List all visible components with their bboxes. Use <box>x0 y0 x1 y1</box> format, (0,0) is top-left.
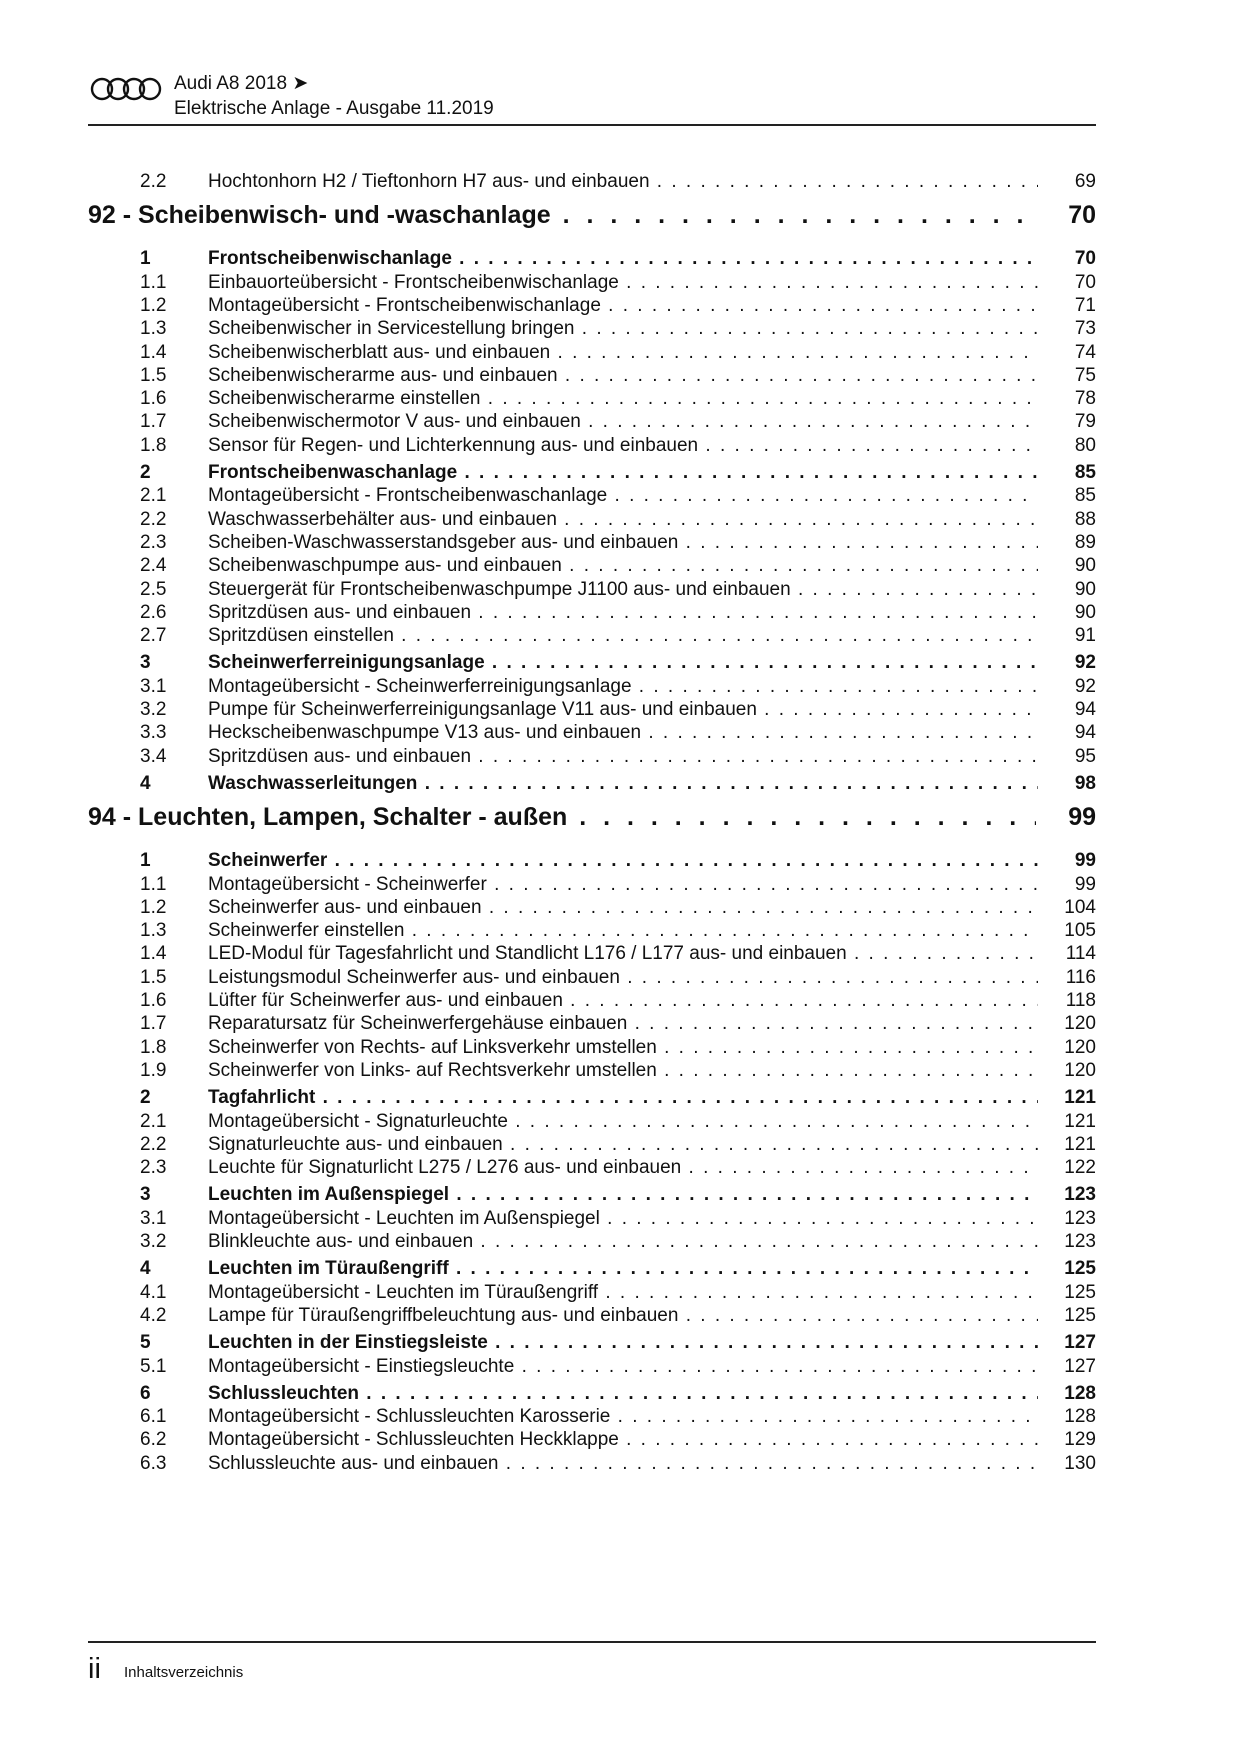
toc-title: Montageübersicht - Scheinwerferreinigungsanlage . . . <box>208 674 1038 700</box>
toc-title: Hochtonhorn H2 / Tieftonhorn H7 aus- und einbauen . . . <box>208 169 1038 195</box>
toc-number: 6.2 <box>140 1429 167 1451</box>
toc-entry[interactable] <box>88 530 1096 556</box>
toc-title: Lüfter für Scheinwerfer aus- und einbauen . . . <box>208 988 1038 1014</box>
toc-entry[interactable] <box>88 483 1096 509</box>
toc-number: 1.3 <box>140 920 167 942</box>
toc-entry[interactable] <box>88 697 1096 723</box>
toc-title: Scheibenwischermotor V aus- und einbauen . . . <box>208 409 1038 435</box>
toc-page-number: 90 <box>1074 578 1096 600</box>
toc-number: 1.5 <box>140 364 167 386</box>
toc-number: 2.5 <box>140 578 167 600</box>
toc-title: Lampe für Türaußengriffbeleuchtung aus- und einbauen . . . <box>208 1303 1038 1329</box>
toc-page-number: 99 <box>1074 850 1096 872</box>
toc-entry[interactable] <box>88 553 1096 579</box>
toc-entry[interactable] <box>88 1058 1096 1084</box>
toc-title: Waschwasserleitungen . . . <box>208 771 1038 797</box>
toc-entry[interactable] <box>88 720 1096 746</box>
toc-title: Einbauorteübersicht - Frontscheibenwischanlage . . . <box>208 270 1038 296</box>
toc-title: Scheibenwischerarme aus- und einbauen . . . <box>208 363 1038 389</box>
toc-number: 1.2 <box>140 294 167 316</box>
toc-page-number: 75 <box>1074 364 1096 386</box>
toc-page-number: 122 <box>1064 1157 1096 1179</box>
toc-entry[interactable] <box>88 1303 1096 1329</box>
toc-section[interactable] <box>88 1330 1096 1356</box>
toc-number: 3.1 <box>140 1207 167 1229</box>
toc-title: Montageübersicht - Schlussleuchten Karosserie . . . <box>208 1404 1038 1430</box>
toc-number: 4.2 <box>140 1304 167 1326</box>
toc-entry[interactable] <box>88 1011 1096 1037</box>
toc-title: Montageübersicht - Scheinwerfer . . . <box>208 872 1038 898</box>
toc-page-number: 123 <box>1064 1184 1096 1206</box>
toc-page-number: 79 <box>1074 411 1096 433</box>
toc-number: 3.2 <box>140 699 167 720</box>
toc-title: Signaturleuchte aus- und einbauen . . . <box>208 1132 1038 1158</box>
toc-number: 6.3 <box>140 1452 167 1474</box>
toc-entry[interactable] <box>88 1155 1096 1181</box>
toc-page-number: 130 <box>1064 1452 1096 1474</box>
toc-number: 2.1 <box>140 485 167 507</box>
toc-entry[interactable] <box>88 1404 1096 1430</box>
toc-title: Tagfahrlicht . . . <box>208 1085 1038 1111</box>
toc-entry[interactable] <box>88 1035 1096 1061</box>
toc-title: Leuchten im Außenspiegel . . . <box>208 1182 1038 1208</box>
toc-number: 4 <box>140 1258 151 1280</box>
toc-title: Scheiben-Waschwasserstandsgeber aus- und einbauen . . . <box>208 530 1038 556</box>
toc-number: 3.2 <box>140 1231 167 1252</box>
toc-page-number: 98 <box>1074 772 1096 794</box>
toc-page-number: 94 <box>1074 699 1096 720</box>
toc-entry[interactable] <box>88 872 1096 898</box>
toc-page-number: 129 <box>1064 1429 1096 1451</box>
toc-number: 1.7 <box>140 411 167 433</box>
toc-entry[interactable] <box>88 507 1096 533</box>
toc-entry[interactable] <box>88 1427 1096 1453</box>
toc-entry[interactable] <box>88 363 1096 389</box>
toc-section[interactable] <box>88 1381 1096 1407</box>
toc-number: 3.3 <box>140 722 167 744</box>
toc-title: Montageübersicht - Leuchten im Türaußengriff . . . <box>208 1280 1038 1306</box>
toc-title: Montageübersicht - Frontscheibenwaschanlage . . . <box>208 483 1038 509</box>
toc-page-number: 120 <box>1064 1059 1096 1081</box>
toc-number: 1.8 <box>140 434 167 456</box>
toc-number: 6 <box>140 1382 151 1404</box>
toc-title: Heckscheibenwaschpumpe V13 aus- und einbauen . . . <box>208 720 1038 746</box>
toc-title: Scheibenwaschpumpe aus- und einbauen . . . <box>208 553 1038 579</box>
toc-page-number: 70 <box>1068 201 1096 230</box>
document-subtitle: Elektrische Anlage - Ausgabe 11.2019 <box>174 98 494 119</box>
toc-number: 2.4 <box>140 555 167 577</box>
toc-title: Reparatursatz für Scheinwerfergehäuse einbauen . . . <box>208 1011 1038 1037</box>
toc-number: 1.7 <box>140 1013 167 1035</box>
toc-title: Montageübersicht - Frontscheibenwischanlage . . . <box>208 293 1038 319</box>
toc-title: Schlussleuchten . . . <box>208 1381 1038 1407</box>
footer-label: Inhaltsverzeichnis <box>124 1664 244 1681</box>
toc-entry[interactable] <box>88 386 1096 412</box>
toc-title: Scheinwerfer einstellen . . . <box>208 918 1038 944</box>
toc-page-number: 69 <box>1074 171 1096 192</box>
toc-section[interactable] <box>88 650 1096 676</box>
toc-page-number: 128 <box>1064 1406 1096 1428</box>
toc-number: 3 <box>140 1184 151 1206</box>
toc-number: 1.5 <box>140 966 167 988</box>
toc-page-number: 105 <box>1064 920 1096 942</box>
toc-entry[interactable] <box>88 433 1096 459</box>
toc-entry[interactable] <box>88 895 1096 921</box>
toc-section[interactable] <box>88 771 1096 797</box>
toc-entry[interactable] <box>88 941 1096 967</box>
toc-title: Pumpe für Scheinwerferreinigungsanlage V11 aus- und einbauen . . . <box>208 697 1038 723</box>
toc-title: Frontscheibenwischanlage . . . <box>208 246 1038 272</box>
toc-section[interactable] <box>88 1085 1096 1111</box>
toc-entry[interactable] <box>88 169 1096 195</box>
model-title: Audi A8 2018 ➤ <box>174 73 309 94</box>
toc-number: 2.1 <box>140 1110 167 1132</box>
toc-title: Leuchten in der Einstiegsleiste . . . <box>208 1330 1038 1356</box>
toc-title: Scheinwerfer aus- und einbauen . . . <box>208 895 1038 921</box>
toc-page-number: 121 <box>1064 1133 1096 1155</box>
toc-page-number: 120 <box>1064 1036 1096 1058</box>
toc-entry[interactable] <box>88 1132 1096 1158</box>
toc-number: 1.2 <box>140 896 167 918</box>
toc-title: Scheinwerferreinigungsanlage . . . <box>208 650 1038 676</box>
toc-number: 3.1 <box>140 675 167 697</box>
toc-title: 92 - Scheibenwisch- und -waschanlage . . . <box>88 197 1036 233</box>
toc-number: 2.3 <box>140 531 167 553</box>
toc-number: 2.2 <box>140 1133 167 1155</box>
toc-title: Steuergerät für Frontscheibenwaschpumpe J1100 aus- und einbauen . . . <box>208 577 1038 603</box>
toc-title: Montageübersicht - Schlussleuchten Heckklappe . . . <box>208 1427 1038 1453</box>
toc-number: 5 <box>140 1332 151 1354</box>
toc-number: 1.1 <box>140 271 167 293</box>
table-of-contents <box>88 0 1096 1754</box>
toc-number: 1.8 <box>140 1036 167 1058</box>
toc-number: 2.7 <box>140 625 167 647</box>
toc-page-number: 78 <box>1074 388 1096 410</box>
toc-title: Leuchte für Signaturlicht L275 / L276 aus- und einbauen . . . <box>208 1155 1038 1181</box>
toc-number: 1.3 <box>140 318 167 340</box>
toc-page-number: 123 <box>1064 1207 1096 1229</box>
toc-title: Scheinwerfer von Links- auf Rechtsverkehr umstellen . . . <box>208 1058 1038 1084</box>
toc-page-number: 70 <box>1074 248 1096 270</box>
toc-number: 3 <box>140 652 151 674</box>
toc-entry[interactable] <box>88 744 1096 770</box>
toc-entry[interactable] <box>88 600 1096 626</box>
toc-page-number: 127 <box>1064 1355 1096 1377</box>
footer-page-number: ii <box>88 1653 101 1685</box>
toc-page-number: 85 <box>1074 462 1096 483</box>
toc-title: Scheinwerfer . . . <box>208 848 1038 874</box>
toc-number: 1 <box>140 248 151 270</box>
toc-page-number: 118 <box>1065 990 1096 1011</box>
toc-entry[interactable] <box>88 1109 1096 1135</box>
toc-page-number: 99 <box>1074 873 1096 895</box>
toc-title: 94 - Leuchten, Lampen, Schalter - außen . . . <box>88 799 1036 835</box>
toc-entry[interactable] <box>88 270 1096 296</box>
toc-title: Montageübersicht - Signaturleuchte . . . <box>208 1109 1038 1135</box>
toc-title: Schlussleuchte aus- und einbauen . . . <box>208 1451 1038 1477</box>
toc-number: 3.4 <box>140 745 167 767</box>
toc-page-number: 80 <box>1074 434 1096 456</box>
toc-page-number: 91 <box>1074 625 1096 647</box>
toc-entry[interactable] <box>88 918 1096 944</box>
toc-entry[interactable] <box>88 316 1096 342</box>
toc-section[interactable] <box>88 848 1096 874</box>
toc-entry[interactable] <box>88 674 1096 700</box>
toc-entry[interactable] <box>88 1206 1096 1232</box>
toc-page-number: 125 <box>1064 1304 1096 1326</box>
toc-title: LED-Modul für Tagesfahrlicht und Standlicht L176 / L177 aus- und einbauen . . . <box>208 941 1038 967</box>
toc-entry[interactable] <box>88 1354 1096 1380</box>
toc-number: 1 <box>140 850 151 872</box>
toc-chapter[interactable] <box>88 799 1096 835</box>
toc-entry[interactable] <box>88 623 1096 649</box>
toc-entry[interactable] <box>88 988 1096 1014</box>
toc-title: Blinkleuchte aus- und einbauen . . . <box>208 1229 1038 1255</box>
toc-title: Leistungsmodul Scheinwerfer aus- und einbauen . . . <box>208 965 1038 991</box>
toc-page-number: 121 <box>1064 1087 1096 1109</box>
toc-title: Frontscheibenwaschanlage . . . <box>208 460 1038 486</box>
toc-number: 1.9 <box>140 1059 167 1081</box>
toc-title: Scheibenwischer in Servicestellung bringen . . . <box>208 316 1038 342</box>
toc-section[interactable] <box>88 1182 1096 1208</box>
toc-title: Scheibenwischerarme einstellen . . . <box>208 386 1038 412</box>
toc-title: Waschwasserbehälter aus- und einbauen . . . <box>208 507 1038 533</box>
toc-page-number: 88 <box>1074 508 1096 530</box>
toc-number: 2.6 <box>140 601 167 623</box>
toc-section[interactable] <box>88 1256 1096 1282</box>
toc-entry[interactable] <box>88 409 1096 435</box>
toc-number: 1.6 <box>140 990 167 1011</box>
toc-page-number: 125 <box>1064 1281 1096 1303</box>
toc-page-number: 116 <box>1065 966 1096 988</box>
toc-page-number: 121 <box>1064 1110 1096 1132</box>
toc-number: 4.1 <box>140 1281 167 1303</box>
toc-page-number: 99 <box>1068 803 1096 832</box>
page-footer <box>88 1641 1096 1703</box>
toc-number: 2.2 <box>140 171 167 192</box>
toc-number: 5.1 <box>140 1355 167 1377</box>
toc-page-number: 127 <box>1064 1332 1096 1354</box>
toc-section[interactable] <box>88 460 1096 486</box>
toc-title: Spritzdüsen einstellen . . . <box>208 623 1038 649</box>
toc-entry[interactable] <box>88 293 1096 319</box>
toc-title: Scheibenwischerblatt aus- und einbauen . . . <box>208 340 1038 366</box>
toc-page-number: 73 <box>1074 318 1096 340</box>
toc-page-number: 89 <box>1074 531 1096 553</box>
toc-page-number: 92 <box>1074 675 1096 697</box>
toc-entry[interactable] <box>88 1280 1096 1306</box>
toc-title: Leuchten im Türaußengriff . . . <box>208 1256 1038 1282</box>
toc-number: 1.4 <box>140 943 167 965</box>
toc-page-number: 120 <box>1064 1013 1096 1035</box>
toc-title: Spritzdüsen aus- und einbauen . . . <box>208 600 1038 626</box>
toc-section[interactable] <box>88 246 1096 272</box>
toc-title: Montageübersicht - Einstiegsleuchte . . . <box>208 1354 1038 1380</box>
toc-title: Sensor für Regen- und Lichterkennung aus- und einbauen . . . <box>208 433 1038 459</box>
toc-chapter[interactable] <box>88 197 1096 233</box>
toc-page-number: 104 <box>1064 896 1096 918</box>
toc-page-number: 71 <box>1074 294 1096 316</box>
toc-page-number: 125 <box>1064 1258 1096 1280</box>
toc-page-number: 94 <box>1074 722 1096 744</box>
toc-number: 2 <box>140 462 151 483</box>
toc-page-number: 90 <box>1074 601 1096 623</box>
toc-number: 6.1 <box>140 1406 167 1428</box>
toc-number: 2 <box>140 1087 151 1109</box>
toc-entry[interactable] <box>88 1451 1096 1477</box>
toc-number: 2.2 <box>140 508 167 530</box>
toc-page-number: 90 <box>1074 555 1096 577</box>
toc-entry[interactable] <box>88 340 1096 366</box>
toc-page-number: 74 <box>1074 341 1096 363</box>
toc-number: 2.3 <box>140 1157 167 1179</box>
toc-page-number: 85 <box>1074 485 1096 507</box>
toc-entry[interactable] <box>88 577 1096 603</box>
toc-number: 1.1 <box>140 873 167 895</box>
toc-page-number: 128 <box>1064 1382 1096 1404</box>
toc-page-number: 114 <box>1065 943 1096 965</box>
toc-page-number: 123 <box>1064 1231 1096 1252</box>
toc-page-number: 92 <box>1074 652 1096 674</box>
toc-number: 1.4 <box>140 341 167 363</box>
toc-title: Scheinwerfer von Rechts- auf Linksverkehr umstellen . . . <box>208 1035 1038 1061</box>
toc-page-number: 70 <box>1074 271 1096 293</box>
toc-entry[interactable] <box>88 965 1096 991</box>
toc-title: Montageübersicht - Leuchten im Außenspiegel . . . <box>208 1206 1038 1232</box>
toc-entry[interactable] <box>88 1229 1096 1255</box>
toc-number: 4 <box>140 772 151 794</box>
toc-page-number: 95 <box>1074 745 1096 767</box>
toc-title: Spritzdüsen aus- und einbauen . . . <box>208 744 1038 770</box>
toc-number: 1.6 <box>140 388 167 410</box>
